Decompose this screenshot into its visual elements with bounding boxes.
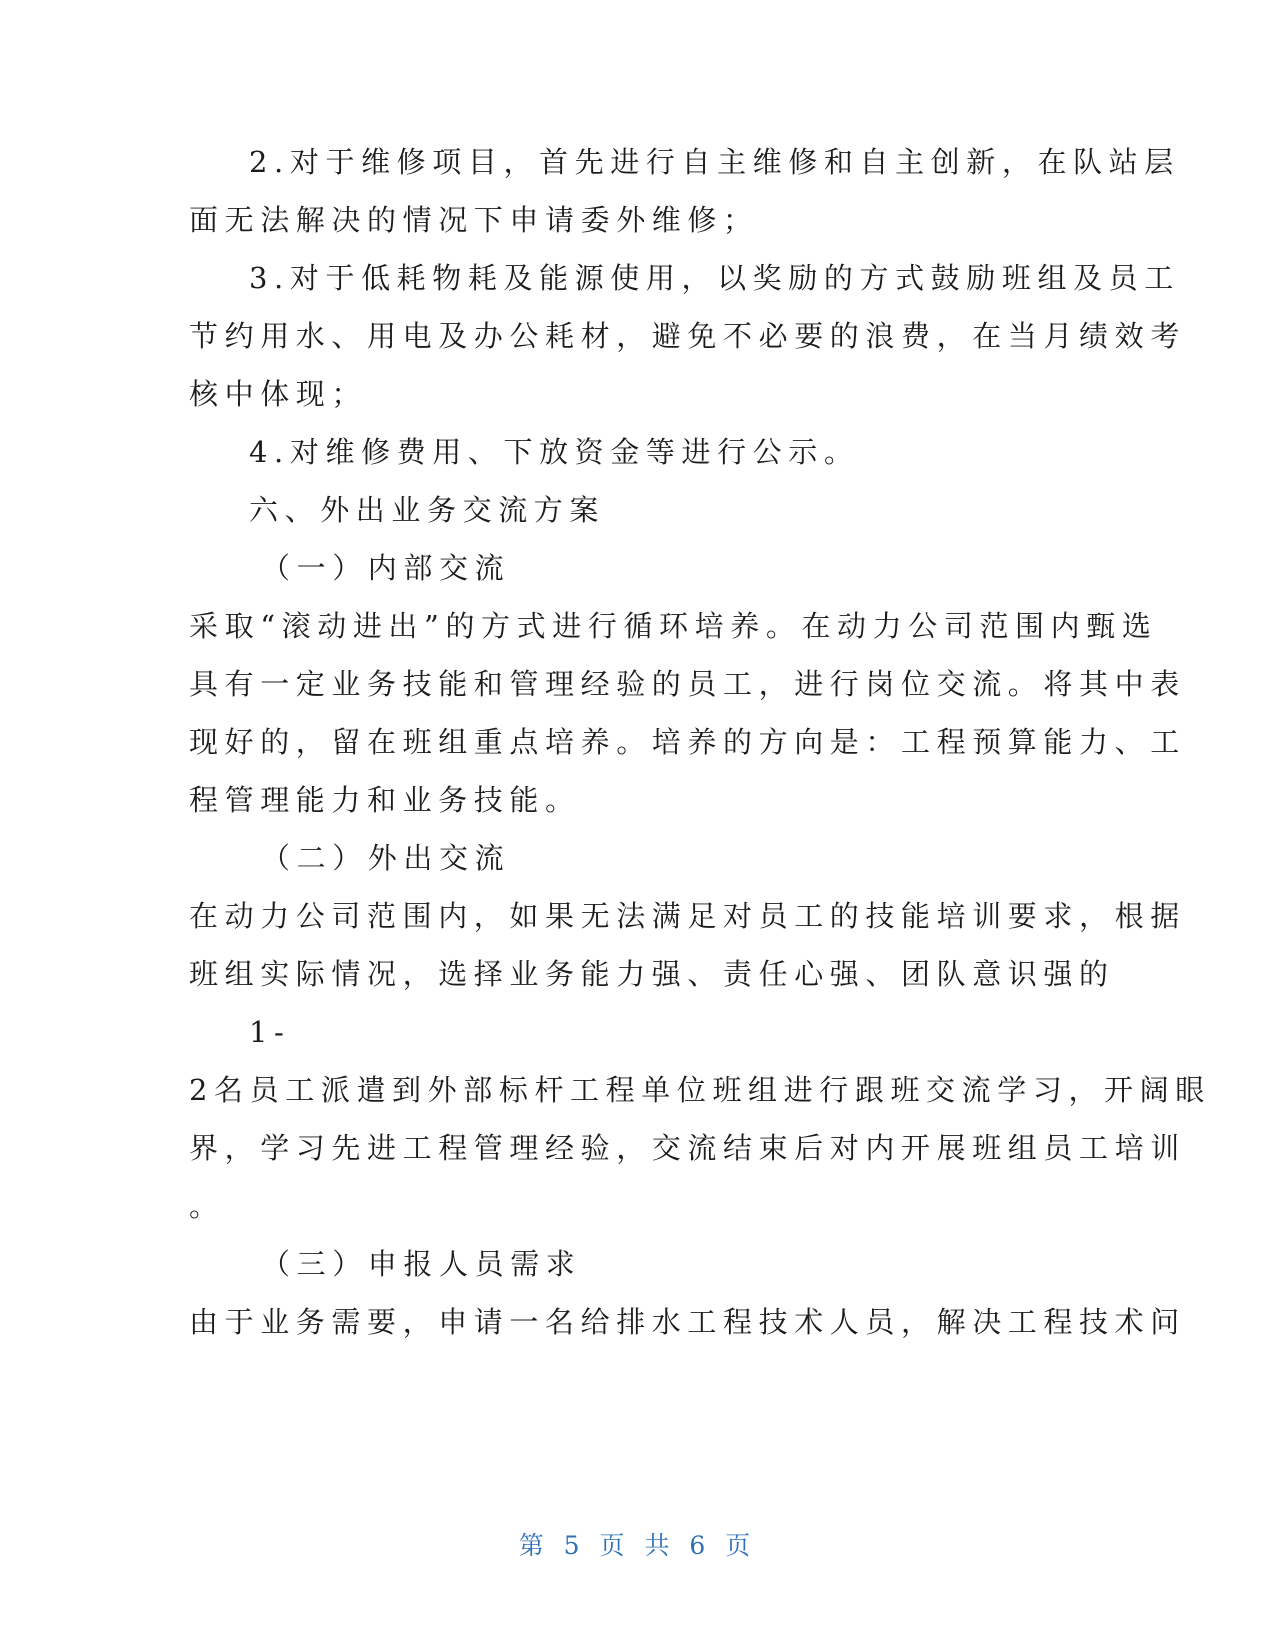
paragraph-line: 节约用水、用电及办公耗材，避免不必要的浪费，在当月绩效考 (189, 319, 1186, 353)
paragraph-line: 2名员工派遣到外部标杆工程单位班组进行跟班交流学习，开阔眼 (189, 1073, 1211, 1107)
paragraph-line: 由于业务需要，申请一名给排水工程技术人员，解决工程技术问 (189, 1305, 1186, 1339)
paragraph-line: 程管理能力和业务技能。 (189, 783, 581, 817)
subsection-heading: （三）申报人员需求 (261, 1247, 582, 1281)
page-number-footer: 第 5 页 共 6 页 (518, 1531, 757, 1560)
paragraph-line: 界，学习先进工程管理经验，交流结束后对内开展班组员工培训 (189, 1131, 1186, 1165)
paragraph-line: 现好的，留在班组重点培养。培养的方向是：工程预算能力、工 (189, 725, 1186, 759)
paragraph-line: 面无法解决的情况下申请委外维修； (189, 203, 759, 237)
paragraph-line: 。 (189, 1189, 225, 1223)
paragraph-line: 采取“滚动进出”的方式进行循环培养。在动力公司范围内甄选 (189, 609, 1158, 643)
paragraph-line: 3.对于低耗物耗及能源使用，以奖励的方式鼓励班组及员工 (249, 261, 1180, 295)
paragraph-line: 2.对于维修项目，首先进行自主维修和自主创新，在队站层 (249, 145, 1180, 179)
section-heading: 六、外出业务交流方案 (249, 493, 606, 527)
subsection-heading: （二）外出交流 (261, 841, 511, 875)
paragraph-line: 4.对维修费用、下放资金等进行公示。 (249, 435, 860, 469)
paragraph-line: 具有一定业务技能和管理经验的员工，进行岗位交流。将其中表 (189, 667, 1186, 701)
subsection-heading: （一）内部交流 (261, 551, 511, 585)
paragraph-line: 核中体现； (189, 377, 368, 411)
paragraph-line: 1- (249, 1015, 291, 1049)
paragraph-line: 班组实际情况，选择业务能力强、责任心强、团队意识强的 (189, 957, 1115, 991)
paragraph-line: 在动力公司范围内，如果无法满足对员工的技能培训要求，根据 (189, 899, 1186, 933)
